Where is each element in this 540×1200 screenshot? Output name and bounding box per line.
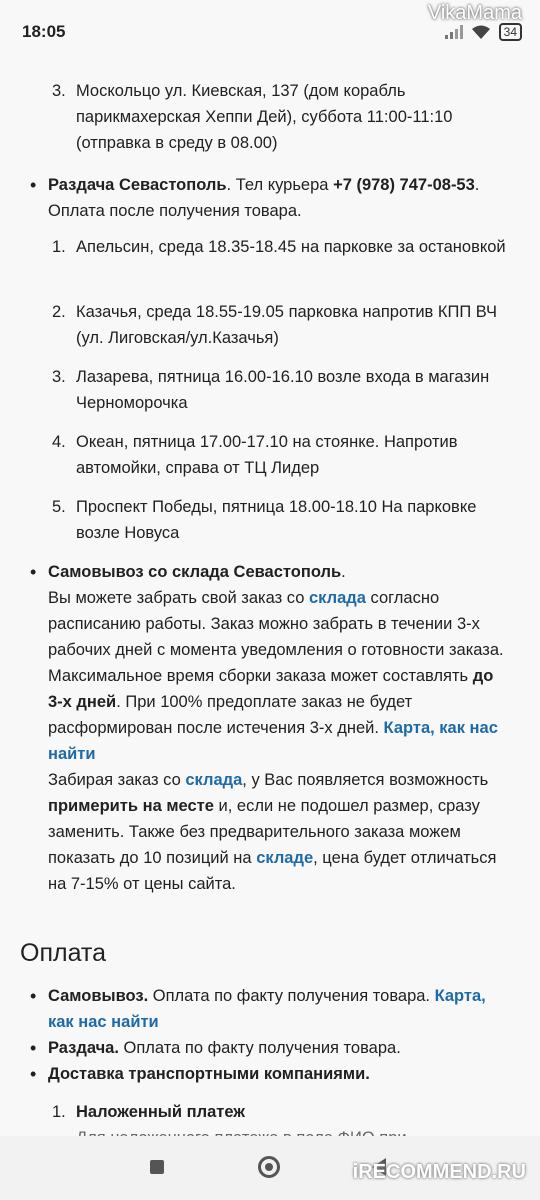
list-item-number: 1. [52, 238, 66, 256]
bullet-text: Раздача Севастополь. Тел курьера +7 (978) 747-08-53. Оплата после получения товара. [48, 176, 480, 220]
battery-icon: 34 [499, 23, 522, 41]
bullet-text: Доставка транспортными компаниями. [48, 1065, 370, 1083]
home-icon[interactable] [258, 1156, 280, 1178]
list-item-number: 5. [52, 498, 66, 516]
list-item-number: 2. [52, 303, 66, 321]
warehouse-link[interactable]: склада [308, 589, 366, 607]
bullet: • [30, 175, 37, 195]
bullet: • [30, 562, 37, 582]
bullet-text: Самовывоз. Оплата по факту получения товара. Карта, как нас найти [48, 987, 486, 1031]
map-link[interactable]: Карта, как нас найти [48, 987, 486, 1031]
recent-apps-icon[interactable] [150, 1160, 164, 1174]
list-item-number: 3. [52, 368, 66, 386]
section-heading-payment: Оплата [20, 939, 106, 967]
list-item-text: Апельсин, среда 18.35-18.45 на парковке за остановкой [76, 238, 506, 256]
watermark-username: VikaMama [427, 2, 522, 24]
list-item-number: 3. [52, 82, 66, 100]
warehouse-link[interactable]: склада [185, 771, 243, 789]
list-item-text: Наложенный платеж [76, 1103, 245, 1121]
bullet-text: Самовывоз со склада Севастополь. Вы можете забрать свой заказ со склада согласно расписанию работы. Заказ можно забрать в течении 3-х рабочих дней с момента уведомления о готовности заказа. Максимальное время сборки заказа может составлять до 3-х дней. При 100% предоплате заказ не будет расформирован после истечения 3-х дней. Карта, как нас найти Забирая заказ со склада, у Вас появляется возможность примерить на месте и, если не подошел размер, сразу заменить. Также без предварительного заказа можем показать до 10 позиций на складе, цена будет отличаться на 7-15% от цены сайта. [48, 563, 504, 893]
bullet-text: Раздача. Оплата по факту получения товара. [48, 1039, 401, 1057]
bullet: • [30, 986, 37, 1006]
watermark-site: iRECOMMEND.RU [352, 1161, 526, 1183]
list-item-number: 1. [52, 1103, 66, 1121]
page-content [0, 30, 540, 1135]
wifi-icon [471, 24, 491, 40]
list-item-number: 4. [52, 433, 66, 451]
list-item-text: Океан, пятница 17.00-17.10 на стоянке. Напротив автомойки, справа от ТЦ Лидер [76, 433, 458, 477]
list-item-text: Проспект Победы, пятница 18.00-18.10 На парковке возле Новуса [76, 498, 477, 542]
system-navigation-bar [0, 1136, 540, 1200]
bullet: • [30, 1064, 37, 1084]
bullet: • [30, 1038, 37, 1058]
status-time: 18:05 [22, 22, 66, 41]
list-item-text: Лазарева, пятница 16.00-16.10 возле входа в магазин Черноморочка [76, 368, 490, 412]
map-link[interactable]: Карта, как нас найти [48, 719, 498, 763]
signal-icon [445, 25, 463, 39]
warehouse-link[interactable]: складе [256, 849, 314, 867]
list-item-text: Казачья, среда 18.55-19.05 парковка напротив КПП ВЧ (ул. Лиговская/ул.Казачья) [76, 303, 498, 347]
list-item-text: Москольцо ул. Киевская, 137 (дом корабль парикмахерская Хеппи Дей), суббота 11:00-11:10 (отправка в среду в 08.00) [76, 82, 453, 152]
status-icons [445, 23, 522, 41]
